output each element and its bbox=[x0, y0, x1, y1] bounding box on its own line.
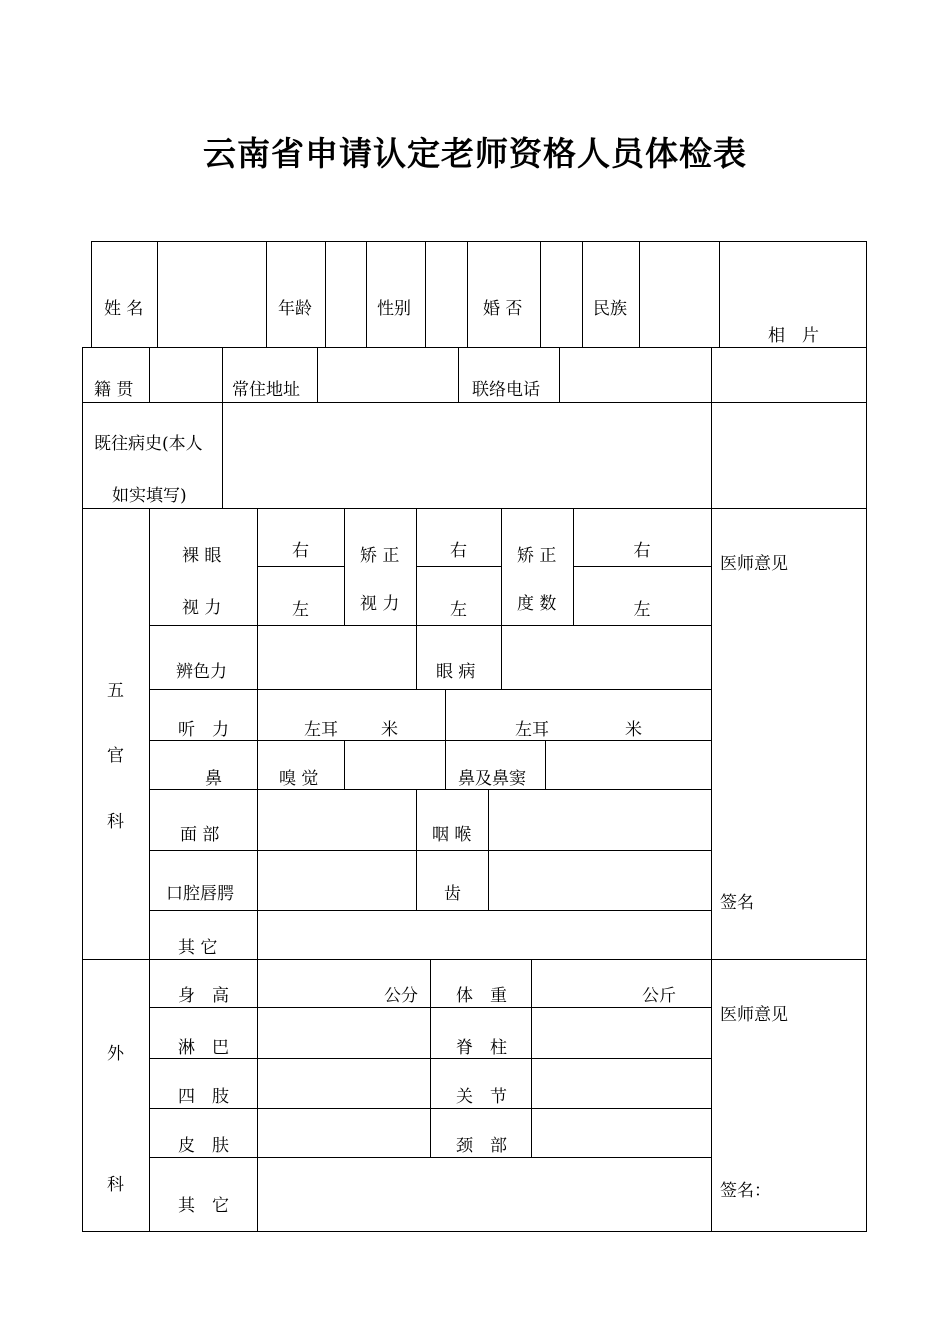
degree-right-label: 右 bbox=[633, 541, 651, 561]
joints-label: 关 节 bbox=[456, 1087, 507, 1107]
address-label: 常住地址 bbox=[232, 380, 300, 400]
oral-field[interactable] bbox=[258, 851, 415, 909]
eye-disease-field[interactable] bbox=[502, 626, 710, 688]
left-ear-label-2: 左耳 bbox=[515, 720, 549, 740]
five-senses-other-label: 其 它 bbox=[178, 938, 218, 958]
five-senses-char-2: 官 bbox=[107, 746, 124, 766]
age-label: 年龄 bbox=[278, 299, 312, 319]
naked-vision-label-2: 视 力 bbox=[182, 598, 222, 618]
ethnicity-label: 民族 bbox=[593, 299, 627, 319]
surgery-other-label: 其 它 bbox=[178, 1196, 229, 1216]
throat-field[interactable] bbox=[489, 790, 710, 849]
color-vision-field[interactable] bbox=[258, 626, 415, 688]
corrected-right-label: 右 bbox=[450, 541, 467, 561]
limbs-field[interactable] bbox=[258, 1059, 429, 1107]
marriage-label: 婚 否 bbox=[483, 299, 523, 319]
lymph-field[interactable] bbox=[258, 1008, 429, 1057]
native-place-field[interactable] bbox=[150, 348, 221, 401]
page-title: 云南省申请认定老师资格人员体检表 bbox=[203, 134, 747, 173]
smell-field[interactable] bbox=[345, 741, 444, 788]
history-label-line1: 既往病史(本人 bbox=[94, 434, 203, 454]
meter-label-1: 米 bbox=[381, 720, 398, 740]
five-senses-char-1: 五 bbox=[107, 681, 124, 701]
naked-vision-label-1: 裸 眼 bbox=[182, 546, 222, 566]
gender-field[interactable] bbox=[426, 242, 466, 346]
teeth-label: 齿 bbox=[444, 884, 461, 904]
surgery-other-field[interactable] bbox=[258, 1158, 710, 1230]
teeth-field[interactable] bbox=[489, 851, 710, 909]
age-field[interactable] bbox=[326, 242, 365, 346]
phone-label: 联络电话 bbox=[472, 380, 540, 400]
degree-left-label: 左 bbox=[633, 600, 651, 620]
surgery-opinion-label: 医师意见 bbox=[720, 1005, 788, 1025]
surgery-char-2: 科 bbox=[107, 1175, 124, 1195]
nose-label: 鼻 bbox=[205, 769, 222, 789]
corrected-vision-label-1: 矫 正 bbox=[360, 546, 400, 566]
height-label: 身 高 bbox=[178, 986, 229, 1006]
medical-history-field[interactable] bbox=[223, 403, 710, 507]
weight-label: 体 重 bbox=[456, 986, 507, 1006]
five-senses-char-3: 科 bbox=[107, 812, 124, 832]
five-senses-opinion-field[interactable] bbox=[712, 509, 865, 958]
five-senses-opinion-label: 医师意见 bbox=[720, 554, 788, 574]
history-label-line2: 如实填写) bbox=[112, 486, 187, 506]
gender-label: 性别 bbox=[377, 299, 411, 319]
nose-sinus-label: 鼻及鼻窦 bbox=[458, 769, 526, 789]
surgery-signature-label: 签名： bbox=[720, 1181, 771, 1201]
face-field[interactable] bbox=[258, 790, 415, 849]
corrected-left-label: 左 bbox=[450, 600, 467, 620]
correction-degree-label-1: 矫 正 bbox=[517, 546, 557, 566]
joints-field[interactable] bbox=[532, 1059, 710, 1107]
correction-degree-label-2: 度 数 bbox=[517, 594, 557, 614]
spine-field[interactable] bbox=[532, 1008, 710, 1057]
native-place-label: 籍 贯 bbox=[94, 380, 134, 400]
oral-label: 口腔唇腭 bbox=[166, 884, 234, 904]
limbs-label: 四 肢 bbox=[178, 1087, 229, 1107]
weight-unit-label: 公斤 bbox=[642, 986, 676, 1006]
face-label: 面 部 bbox=[180, 825, 220, 845]
meter-label-2: 米 bbox=[625, 720, 642, 740]
spine-label: 脊 柱 bbox=[456, 1038, 507, 1058]
five-senses-signature-label: 签名 bbox=[720, 893, 754, 913]
color-vision-label: 辨色力 bbox=[176, 662, 227, 682]
throat-label: 咽 喉 bbox=[432, 825, 472, 845]
address-field[interactable] bbox=[318, 348, 457, 401]
photo-label: 相 片 bbox=[768, 326, 819, 346]
hearing-label: 听 力 bbox=[178, 720, 229, 740]
naked-left-label: 左 bbox=[292, 600, 309, 620]
surgery-char-1: 外 bbox=[107, 1044, 124, 1064]
name-field[interactable] bbox=[158, 242, 265, 346]
left-ear-label-1: 左耳 bbox=[304, 720, 338, 740]
nose-sinus-field[interactable] bbox=[546, 741, 710, 788]
lymph-label: 淋 巴 bbox=[178, 1038, 229, 1058]
marriage-field[interactable] bbox=[541, 242, 581, 346]
neck-field[interactable] bbox=[532, 1109, 710, 1156]
eye-disease-label: 眼 病 bbox=[436, 662, 476, 682]
skin-label: 皮 肤 bbox=[178, 1136, 229, 1156]
neck-label: 颈 部 bbox=[456, 1136, 507, 1156]
corrected-vision-label-2: 视 力 bbox=[360, 594, 400, 614]
height-unit-label: 公分 bbox=[384, 986, 418, 1006]
naked-right-label: 右 bbox=[292, 541, 309, 561]
ethnicity-field[interactable] bbox=[640, 242, 718, 346]
skin-field[interactable] bbox=[258, 1109, 429, 1156]
name-label: 姓 名 bbox=[104, 299, 144, 319]
smell-label: 嗅 觉 bbox=[279, 769, 319, 789]
five-senses-other-field[interactable] bbox=[258, 911, 710, 958]
phone-field[interactable] bbox=[560, 348, 710, 401]
